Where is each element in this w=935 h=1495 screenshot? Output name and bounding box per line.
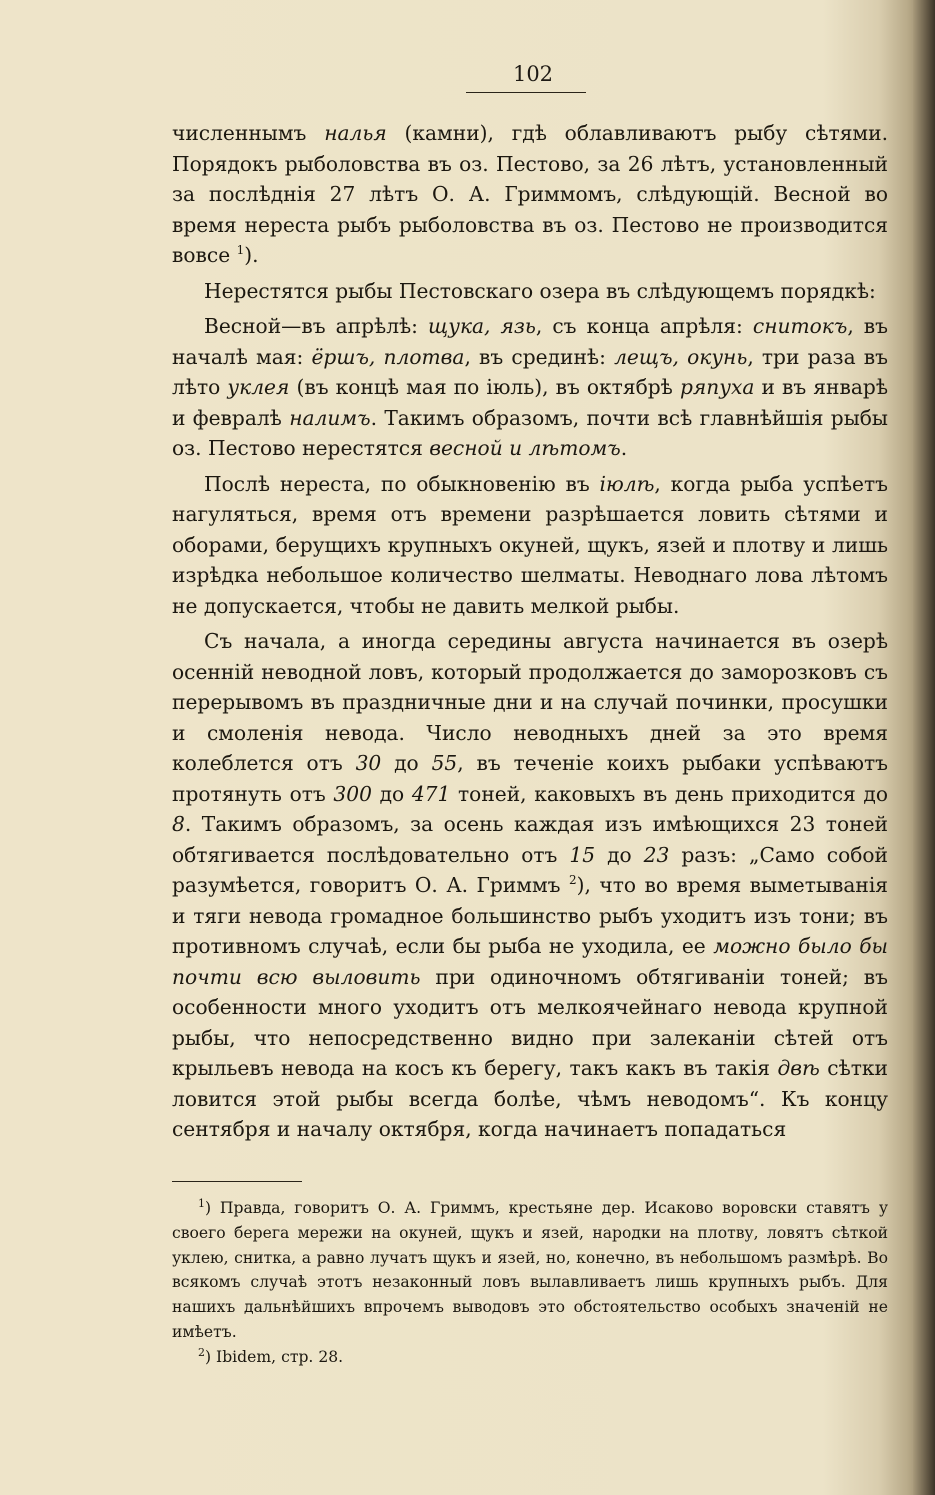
italic-term: лещъ, окунь [614,344,748,369]
italic-term: 30 [355,751,382,775]
italic-term: ёршъ, плотва [311,344,465,369]
italic-term: двѣ [777,1056,820,1080]
italic-term: 471 [411,781,451,806]
footnote-text: ) Ibidem, стр. 28. [205,1347,344,1366]
italic-term: можно было бы почти всю выловить [172,934,888,989]
footnote [172,1345,888,1370]
page-number: 102 [512,62,554,86]
italic-term: налимъ [289,405,371,430]
footnote-reference[interactable]: 1 [236,243,245,257]
paragraph: численнымъ налья (камни), гдѣ облавливаютъ рыбу сѣтями. Порядокъ рыболовства въ оз. Пестово, за 26 лѣтъ, установленный за послѣднія 27 лѣтъ О. А. Гриммомъ, слѣдующій. Весной во время нереста рыбъ рыболовства въ оз. Пестово не производится вовсе $^1$). [172,121,888,267]
page-binding-edge [913,0,935,1495]
italic-term: снитокъ [752,314,848,338]
paragraph: Нерестятся рыбы Пестовскаго озера въ слѣдующемъ порядкѣ: [204,278,876,303]
paragraph: Послѣ нереста, по обыкновенію въ іюлѣ, когда рыба успѣетъ нагуляться, время отъ времени разрѣшается ловить сѣтями и оборами, берущихъ крупныхъ окуней, щукъ, язей и плотву и лишь изрѣдка небольшое количество шелматы. Неводнаго лова лѣтомъ не допускается, чтобы не давить мелкой рыбы. [172,471,888,618]
footnotes [172,1196,888,1370]
footnote [172,1196,888,1345]
italic-term: 8 [172,812,185,836]
italic-term: щука, язь [428,314,536,338]
footnote-reference[interactable]: 2 [568,873,577,887]
italic-term: 300 [333,781,372,806]
italic-term: 23 [643,842,670,867]
italic-term: 15 [569,842,596,867]
footnote-text: ) Правда, говоритъ О. А. Гриммъ, крестьяне дер. Исаково воровски ставятъ у своего берега мережи на окуней, щукъ и язей, народки на плотву, ловятъ сѣткой уклею, снитка, а равно лучатъ щукъ и язей, но, конечно, въ небольшомъ размѣрѣ. Во всякомъ случаѣ этотъ незаконный ловъ вылавливаетъ лишь крупныхъ рыбъ. Для нашихъ дальнѣйшихъ впрочемъ выводовъ это обстоятельство особыхъ значеній не имѣетъ. [172,1199,888,1341]
footnote-mark: 2 [198,1345,205,1359]
italic-term: 55 [431,751,458,775]
page-number-rule [466,92,586,93]
italic-term: уклея [227,375,290,399]
body-text [172,118,888,1150]
italic-term: налья [324,121,387,145]
paragraph: Съ начала, а иногда середины августа начинается въ озерѣ осенній неводной ловъ, который продолжается до заморозковъ съ перерывомъ въ праздничные дни и на случай починки, просушки и смоленія невода. Число неводныхъ дней за это время колеблется отъ 30 до 55, въ теченіе коихъ рыбаки успѣваютъ протянуть отъ 300 до 471 тоней, каковыхъ въ день приходится до 8. Такимъ образомъ, за осень каждая изъ имѣющихся 23 тоней обтягивается послѣдовательно отъ 15 до 23 разъ: „Само собой разумѣется, говоритъ О. А. Гриммъ $^2$), что во время выметыванія и тяги невода громадное большинство рыбъ уходитъ изъ тони; въ противномъ случаѣ, если бы рыба не уходила, ее можно было бы почти всю выловить при одиночномъ обтягиваніи тоней; въ особенности много уходитъ отъ мелкоячейнаго невода крупной рыбы, что непосредственно видно при залеканіи сѣтей отъ крыльевъ невода на косъ къ берегу, такъ какъ въ такія двѣ сѣтки ловится этой рыбы всегда болѣе, чѣмъ неводомъ“. Къ концу сентября и началу октября, когда начинаетъ попадаться [172,629,889,1141]
footnote-rule [172,1181,302,1182]
italic-term: ряпуха [679,375,755,399]
italic-term: іюлѣ [599,471,655,496]
italic-term: весной и лѣтомъ [429,436,621,460]
footnote-mark: 1 [198,1197,205,1210]
paragraph: Весной—въ апрѣлѣ: щука, язь, съ конца апрѣля: снитокъ, въ началѣ мая: ёршъ, плотва, въ срединѣ: лещъ, окунь, три раза въ лѣто уклея (въ концѣ мая по іюль), въ октябрѣ ряпуха и въ январѣ и февралѣ налимъ. Такимъ образомъ, почти всѣ главнѣйшія рыбы оз. Пестово нерестятся весной и лѣтомъ. [172,314,889,460]
